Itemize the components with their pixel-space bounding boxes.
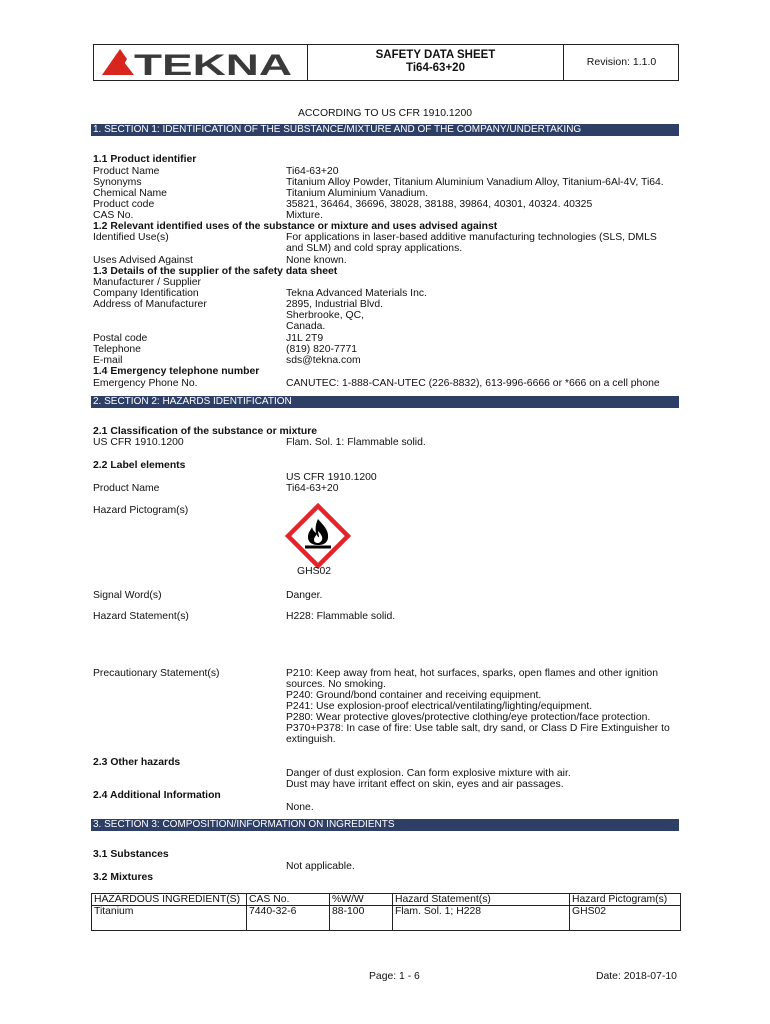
label: Emergency Phone No. [93, 378, 198, 389]
document-header [93, 44, 679, 81]
value: J1L 2T9 [286, 333, 324, 344]
ingredients-table [91, 893, 681, 931]
section-3-bar: 3. SECTION 3: COMPOSITION/INFORMATION ON INGREDIENTS [91, 819, 679, 831]
value: 35821, 36464, 36696, 38028, 38188, 39864, 40301, 40324. 40325 [286, 199, 593, 210]
heading-3-2: 3.2 Mixtures [93, 872, 154, 883]
label: Telephone [93, 344, 141, 355]
section-2-bar: 2. SECTION 2: HAZARDS IDENTIFICATION [91, 396, 679, 408]
precaution-line: P210: Keep away from heat, hot surfaces, sparks, open flames and other ignition [286, 668, 658, 679]
heading-2-1: 2.1 Classification of the substance or mixture [93, 426, 318, 437]
document-title: SAFETY DATA SHEET [375, 49, 496, 61]
label: Hazard Pictogram(s) [93, 505, 189, 516]
heading-2-4: 2.4 Additional Information [93, 790, 221, 801]
table-header-row [92, 894, 681, 906]
value: Tekna Advanced Materials Inc. [286, 288, 427, 299]
page-number: Page: 1 - 6 [369, 971, 420, 982]
logo-wordmark: TEKNA [134, 49, 292, 80]
heading-3-1: 3.1 Substances [93, 849, 169, 860]
heading-1-2: 1.2 Relevant identified uses of the substance or mixture and uses advised against [93, 221, 498, 232]
label: Address of Manufacturer [93, 299, 207, 310]
document-product: Ti64-63+20 [406, 62, 465, 74]
label: Identified Use(s) [93, 232, 169, 243]
label: Postal code [93, 333, 148, 344]
value: None. [286, 802, 314, 813]
label: Manufacturer / Supplier [93, 277, 202, 288]
according-line: ACCORDING TO US CFR 1910.1200 [298, 108, 473, 119]
label: Uses Advised Against [93, 255, 193, 266]
precaution-line: sources. No smoking. [286, 679, 386, 690]
value: 2895, Industrial Blvd. [286, 299, 384, 310]
heading-1-4: 1.4 Emergency telephone number [93, 366, 260, 377]
heading-2-2: 2.2 Label elements [93, 460, 186, 471]
heading-2-3: 2.3 Other hazards [93, 757, 181, 768]
label: Hazard Statement(s) [93, 611, 189, 622]
precaution-line: P370+P378: In case of fire: Use table salt, dry sand, or Class D Fire Extinguisher to [286, 723, 670, 734]
table-cell: Flam. Sol. 1; H228 [393, 906, 570, 931]
precaution-line: P240: Ground/bond container and receiving equipment. [286, 690, 542, 701]
email-link[interactable]: sds@tekna.com [286, 355, 361, 366]
logo-cell [94, 45, 308, 80]
table-cell: Titanium [92, 906, 247, 931]
table-cell: 88-100 [330, 906, 393, 931]
value: Ti64-63+20 [286, 166, 339, 177]
table-header: Hazard Pictogram(s) [570, 894, 681, 906]
label: Precautionary Statement(s) [93, 668, 220, 679]
table-cell: 7440-32-6 [247, 906, 330, 931]
section-1-bar: 1. SECTION 1: IDENTIFICATION OF THE SUBSTANCE/MIXTURE AND OF THE COMPANY/UNDERTAKING [91, 124, 679, 136]
value: None known. [286, 255, 347, 266]
document-date: Date: 2018-07-10 [596, 971, 677, 982]
precaution-line: extinguish. [286, 734, 336, 745]
label: Product Name [93, 166, 160, 177]
table-header: CAS No. [247, 894, 330, 906]
title-cell [308, 45, 564, 80]
value: Titanium Alloy Powder, Titanium Aluminium Vanadium Alloy, Titanium-6Al-4V, Ti64. [286, 177, 664, 188]
value: Canada. [286, 321, 326, 332]
value: H228: Flammable solid. [286, 611, 396, 622]
value: Titanium Aluminium Vanadium. [286, 188, 429, 199]
value: Sherbrooke, QC, [286, 310, 364, 321]
value: Ti64-63+20 [286, 483, 339, 494]
heading-1-3: 1.3 Details of the supplier of the safety data sheet [93, 266, 338, 277]
label: CAS No. [93, 210, 134, 221]
value: Flam. Sol. 1: Flammable solid. [286, 437, 426, 448]
flame-hazard-pictogram-icon [285, 503, 351, 569]
value: For applications in laser-based additive manufacturing technologies (SLS, DMLS [286, 232, 657, 243]
value: Danger of dust explosion. Can form explosive mixture with air. [286, 768, 571, 779]
table-header: Hazard Statement(s) [393, 894, 570, 906]
table-header: %W/W [330, 894, 393, 906]
table-header: HAZARDOUS INGREDIENT(S) [92, 894, 247, 906]
value: Danger. [286, 590, 323, 601]
heading-1-1: 1.1 Product identifier [93, 154, 197, 165]
value: CANUTEC: 1-888-CAN-UTEC (226-8832), 613-996-6666 or *666 on a cell phone [286, 378, 660, 389]
label: US CFR 1910.1200 [93, 437, 184, 448]
value: and SLM) and cold spray applications. [286, 243, 463, 254]
value: US CFR 1910.1200 [286, 472, 377, 483]
table-cell: GHS02 [570, 906, 681, 931]
pictogram-code: GHS02 [297, 566, 332, 577]
label: Signal Word(s) [93, 590, 162, 601]
precaution-line: P241: Use explosion-proof electrical/ventilating/lighting/equipment. [286, 701, 593, 712]
revision: Revision: 1.1.0 [586, 56, 657, 68]
label: E-mail [93, 355, 123, 366]
label: Product code [93, 199, 155, 210]
value: (819) 820-7771 [286, 344, 358, 355]
label: Chemical Name [93, 188, 167, 199]
value: Not applicable. [286, 861, 355, 872]
label: Synonyms [93, 177, 142, 188]
label: Product Name [93, 483, 160, 494]
label: Company Identification [93, 288, 199, 299]
value: Dust may have irritant effect on skin, eyes and air passages. [286, 779, 564, 790]
tekna-logo [94, 45, 307, 80]
value: Mixture. [286, 210, 323, 221]
table-row [92, 906, 681, 931]
precaution-line: P280: Wear protective gloves/protective clothing/eye protection/face protection. [286, 712, 651, 723]
